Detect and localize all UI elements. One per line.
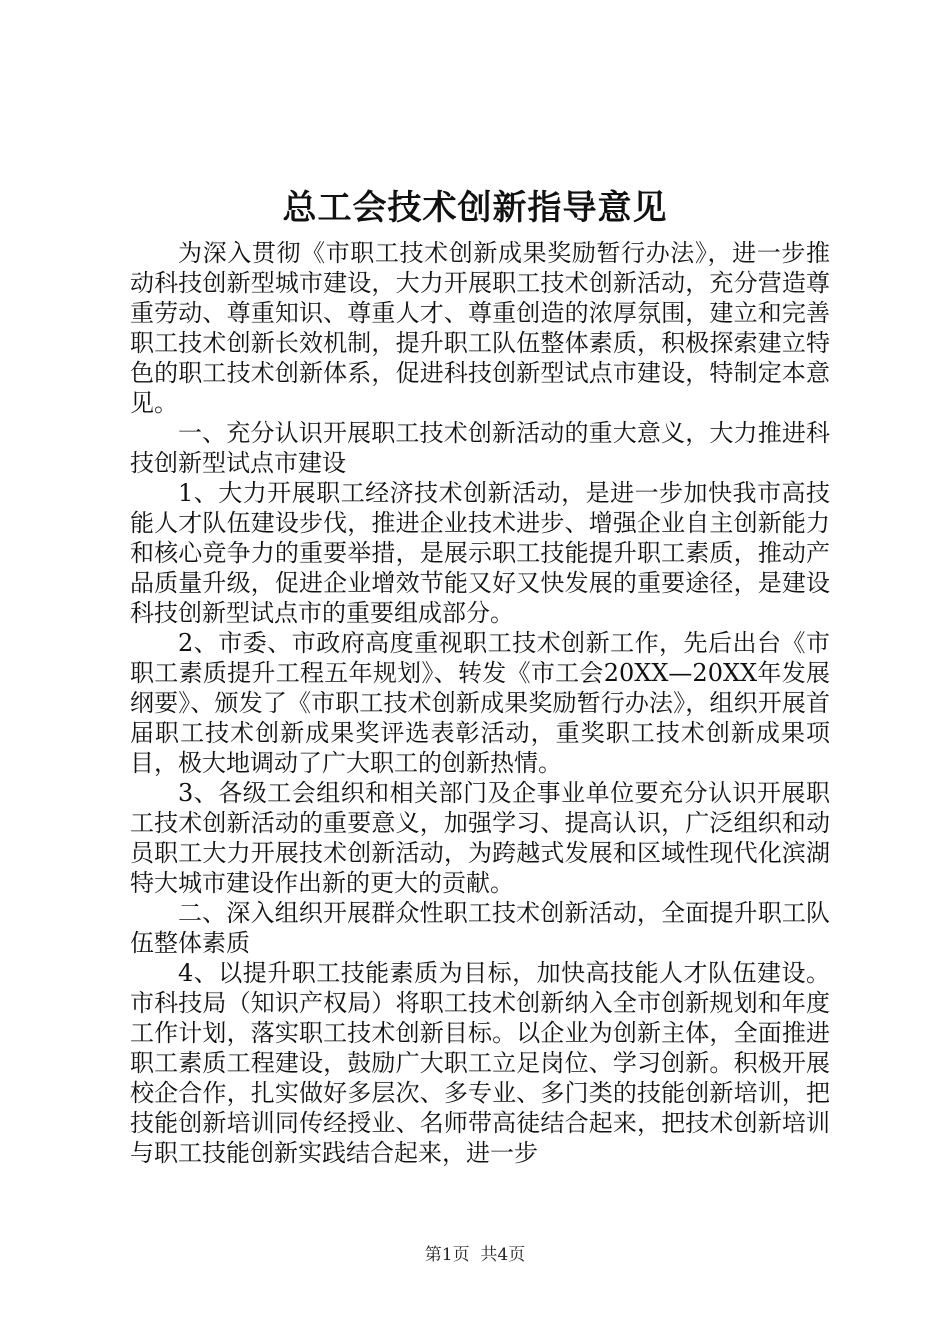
page-total: 共4页 [480,1245,526,1265]
paragraph-item-2: 2、市委、市政府高度重视职工技术创新工作，先后出台《市职工素质提升工程五年规划》、转发《市工会20XX—20XX年发展纲要》、颁发了《市职工技术创新成果奖励暂行办法》，组织开展首届职工技术创新成果奖评选表彰活动，重奖职工技术创新成果项目，极大地调动了广大职工的创新热情。 [130,629,830,777]
paragraph-item-3: 3、各级工会组织和相关部门及企事业单位要充分认识开展职工技术创新活动的重要意义，加强学习、提高认识，广泛组织和动员职工大力开展技术创新活动，为跨越式发展和区域性现代化滨湖特大城市建设作出新的更大的贡献。 [130,779,830,897]
page-number: 第1页 [424,1245,470,1265]
section-heading-2: 二、深入组织开展群众性职工技术创新活动，全面提升职工队伍整体素质 [130,899,830,957]
page-footer [0,1244,950,1266]
document-body [130,238,830,1168]
section-heading-1: 一、充分认识开展职工技术创新活动的重大意义，大力推进科技创新型试点市建设 [130,419,830,477]
paragraph-item-4: 4、以提升职工技能素质为目标，加快高技能人才队伍建设。市科技局（知识产权局）将职工技术创新纳入全市创新规划和年度工作计划，落实职工技术创新目标。以企业为创新主体，全面推进职工素质工程建设，鼓励广大职工立足岗位、学习创新。积极开展校企合作，扎实做好多层次、多专业、多门类的技能创新培训，把技能创新培训同传经授业、名师带高徒结合起来，把技术创新培训与职工技能创新实践结合起来，进一步 [130,959,830,1167]
paragraph-item-1: 1、大力开展职工经济技术创新活动，是进一步加快我市高技能人才队伍建设步伐，推进企业技术进步、增强企业自主创新能力和核心竞争力的重要举措，是展示职工技能提升职工素质，推动产品质量升级，促进企业增效节能又好又快发展的重要途径，是建设科技创新型试点市的重要组成部分。 [130,479,830,627]
document-title: 总工会技术创新指导意见 [282,188,668,228]
intro-paragraph: 为深入贯彻《市职工技术创新成果奖励暂行办法》，进一步推动科技创新型城市建设，大力开展职工技术创新活动，充分营造尊重劳动、尊重知识、尊重人才、尊重创造的浓厚氛围，建立和完善职工技术创新长效机制，提升职工队伍整体素质，积极探索建立特色的职工技术创新体系，促进科技创新型试点市建设，特制定本意见。 [130,239,830,417]
